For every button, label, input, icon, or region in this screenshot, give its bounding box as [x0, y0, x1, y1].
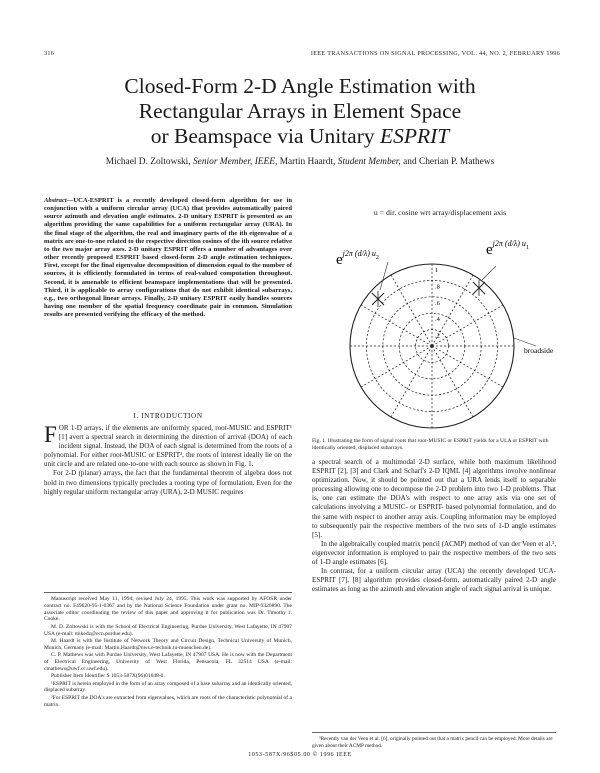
intro-paragraph-2: For 2-D (planar) arrays, the fact that the fundamental theorem of algebra does not hold in two dimensions typically precludes a rooting type of formulation. Even for the highly regular uniform rectangular array (URA), 2-D MUSIC requires: [44, 469, 292, 496]
footnote-right: [312, 732, 556, 749]
leader-right: [482, 266, 496, 280]
leader-broadside: [514, 338, 536, 346]
abstract-text: UCA-ESPRIT is a recently developed closed-form algorithm for use in conjunction with a uniform circular array (UCA) that provides automatically paired source azimuth and elevation angle estimates. 2-D unitary ESPRIT is presented as an algorithm providing the same capabilities for a uniform rectangular array (URA). In the final stage of the algorithm, the real and imaginary parts of the ith eigenvalue of a matrix are one-to-one related to the respective direction cosines of the ith source relative to the two major array axes. 2-D unitary ESPRIT offers a number of advantages over other recently proposed ESPRIT based closed-form 2-D angle estimation techniques. First, except for the final eigenvalue decomposition of dimension equal to the number of sources, it is efficiently formulated in terms of real-valued computation throughout. Second, it is amenable to efficient beamspace implementations that will be presented. Third, it is applicable to array configurations that do not exhibit identical subarrays, e.g., two orthogonal linear arrays. Finally, 2-D unitary ESPRIT easily handles sources having one member of the spatial frequency coordinate pair in common. Simulation results are presented verifying the efficacy of the method.: [44, 197, 292, 319]
broadside-label: broadside: [524, 346, 554, 355]
section-heading: I. INTRODUCTION: [133, 412, 203, 420]
right-paragraph-3: In contrast, for a uniform circular array (UCA) the recently developed UCA-ESPRIT [7], [8] algorithm provides closed-form, automatically paired 2-D angle estimates as long as the azimuth and elevation angle of each signal arrival is unique.: [312, 567, 556, 594]
abstract: [44, 197, 292, 319]
right-paragraph-2: In the algebraically coupled matrix pencil (ACMP) method of van der Veen et al.³, eigenvector information is employed to pair the respective members of the two sets of 1-D angle estimates [6].: [312, 539, 556, 567]
figure-1: [300, 218, 560, 440]
formula-right: $e^{j2\pi (d/\lambda) u}_1$: [486, 239, 529, 258]
leader-left: [380, 262, 388, 290]
footnote-author-3: C. P. Mathews was with Purdue University, West Lafayette, IN 47907 USA. He is now with the Department of Electrical Engineering, University of West Florida, Pensacola, FL 32514 USA (e-mail: cmathews@uwf.cc.uwf.edu).: [44, 652, 292, 672]
running-header: [44, 50, 560, 60]
radial-label: .4: [435, 316, 440, 324]
author-3-name: and Cherian P. Mathews: [400, 157, 495, 167]
polar-diagram: [300, 218, 560, 440]
radial-labels: [435, 267, 441, 340]
author-2-role: Student Member,: [335, 157, 401, 167]
drop-cap: F: [44, 422, 57, 447]
title-line-3-plain: or Beamspace via Unitary: [150, 124, 380, 148]
intro-paragraph-1: [44, 424, 292, 469]
formula-left: $e^{j2\pi (d/\lambda) u}_2$: [336, 249, 379, 268]
grid-spoke: [432, 346, 503, 387]
radial-label: .8: [435, 283, 440, 291]
root-marker-left: [372, 291, 384, 307]
footnote-manuscript: Manuscript received May 11, 1994; revised July 24, 1995. This work was supported by AFOSR under contract no. F49620-95-1-0367 and by the National Science Foundation under grant no. MIP-9320890. The associate editor coordinating the review of this paper and approving it for publication was Dr. Timothy J. Cooke.: [44, 596, 292, 623]
intro-paragraph-1-text: OR 1-D arrays, if the elements are uniformly spaced, root-MUSIC and ESPRIT¹ [1] avert a spectral search in determining the direction of arrival (DOA) of each incident signal. Instead, the DOA of each signal is determined from the roots of a polynomial. For either root-MUSIC or ESPRIT², the roots of interest ideally lie on the unit circle and are related one-to-one with each source as shown in Fig. 1.: [44, 424, 292, 469]
grid-spoke: [361, 305, 432, 346]
footnote-publisher-id: Publisher Item Identifier S 1053-587X(96)01648-0.: [51, 673, 165, 680]
journal-name: IEEE TRANSACTIONS ON SIGNAL PROCESSING, VOL. 44, NO. 2, FEBRUARY 1996: [310, 50, 560, 57]
grid-spoke: [432, 346, 473, 417]
figure-caption: Fig. 1. Illustrating the form of signal roots that root-MUSIC or ESPRIT yields for a ULA or ESPRIT with identically oriented, displaced subarrays.: [312, 438, 549, 451]
author-2-name: Martin Haardt,: [277, 157, 336, 167]
radial-label: .2: [435, 332, 440, 340]
grid-spoke: [391, 275, 432, 346]
title-line-2: Rectangular Arrays in Element Space: [138, 99, 462, 123]
author-1-role: Senior Member, IEEE,: [190, 157, 278, 167]
grid-spoke: [361, 346, 432, 387]
abstract-label: Abstract—: [44, 197, 74, 204]
figure-axis-label: u = dir. cosine wrt array/displacement axis: [373, 208, 507, 217]
grid-spoke: [391, 346, 432, 417]
title-line-1: Closed-Form 2-D Angle Estimation with: [124, 74, 476, 98]
intro-column: [44, 424, 292, 497]
footnote-author-1: M. D. Zoltowski is with the School of Electrical Engineering, Purdue University, West Lafayette, IN 47907 USA (e-mail: mikedz@ecn.purdue.edu).: [44, 623, 292, 637]
right-column: [312, 458, 556, 594]
footnotes-left: [44, 592, 292, 709]
page-number: 316: [44, 50, 55, 57]
title-line-3: [60, 124, 540, 149]
footnote-esprit: ¹ESPRIT is herein employed in the form of an array composed of a base subarray and an identically oriented, displaced subarray.: [44, 680, 292, 694]
radial-label: 1: [435, 267, 439, 274]
footnote-author-2: M. Haardt is with the Institute of Network Theory and Circuit Design, Technical University of Munich, Munich, Germany (e-mail: Martin.Haardt@nws.e-technik.tu-muenchen.de).: [44, 637, 292, 651]
author-1-name: Michael D. Zoltowski,: [105, 157, 191, 167]
copyright-line: 1053-587X/96$05.00 © 1996 IEEE: [248, 752, 352, 758]
title-line-3-italic: ESPRIT: [379, 124, 450, 148]
author-line: [40, 157, 560, 167]
right-paragraph-1: a spectral search of a multimodal 2-D surface, while both maximum likelihood ESPRIT [2], [3] and Clark and Scharf's 2-D IQML [4] algorithms involve nonlinear optimization. Now, it should be pointed out that a URA lends itself to separable processing allowing one to decompose the 2-D problem into two 1-D problems. That is, one can estimate the DOA's with respect to one array axis via one set of calculations involving a MUSIC- or ESPRIT- based polynomial formulation, and do the same with respect to another array axis. Coupling information may be employed to subsequently pair the respective members of the two sets of 1-D angle estimates [5].: [312, 458, 556, 539]
radial-label: .6: [435, 299, 440, 307]
paper-title: [60, 74, 540, 149]
footnote-acmp: ³Recently van der Veen et al. [6], originally pointed out that a matrix pencil can be employed. More details are given about their ACMP method.: [312, 736, 553, 749]
polar-grid: [350, 264, 514, 428]
grid-spoke: [432, 305, 503, 346]
footnote-doa: ²For ESPRIT the DOA's are extracted from eigenvalues, which are roots of the characteristic polynomial of a matrix.: [44, 694, 292, 708]
